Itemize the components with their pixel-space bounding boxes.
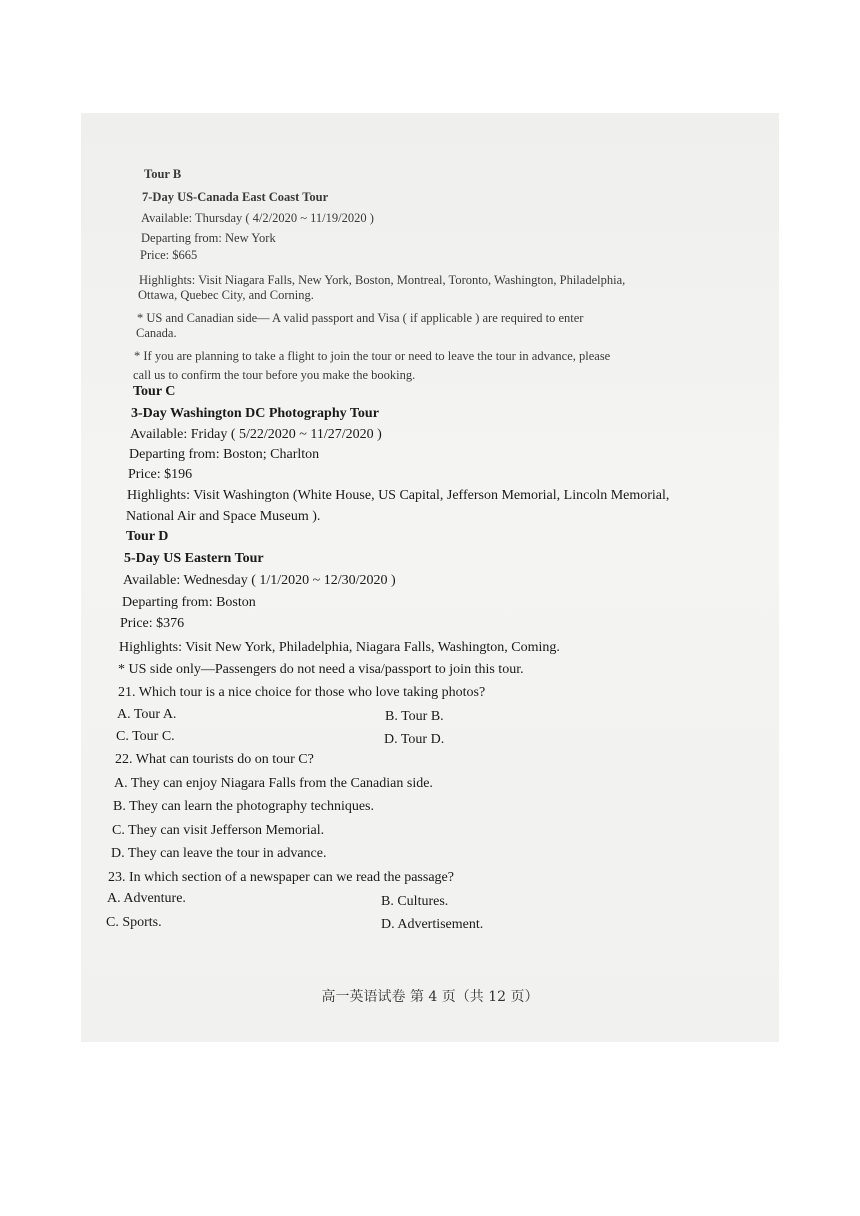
tour-b-price: Price: $665 [140, 248, 198, 262]
tour-d-price: Price: $376 [120, 616, 185, 631]
tour-b-highlights-line2: Ottawa, Quebec City, and Corning. [138, 288, 314, 302]
question-22-option-c: C. They can visit Jefferson Memorial. [112, 823, 325, 838]
question-23-option-a: A. Adventure. [107, 891, 186, 906]
tour-c-available: Available: Friday ( 5/22/2020 ~ 11/27/2020 ) [130, 427, 382, 442]
tour-c-heading: Tour C [133, 384, 176, 399]
tour-b-note1-line2: Canada. [136, 326, 177, 340]
tour-d-available: Available: Wednesday ( 1/1/2020 ~ 12/30/2020 ) [123, 573, 396, 588]
tour-c-title: 3-Day Washington DC Photography Tour [131, 406, 379, 421]
tour-b-available: Available: Thursday ( 4/2/2020 ~ 11/19/2020 ) [141, 211, 374, 225]
question-21-option-c: C. Tour C. [116, 729, 175, 744]
exam-page [81, 113, 779, 1042]
question-23-option-b: B. Cultures. [381, 894, 449, 909]
tour-d-heading: Tour D [126, 529, 169, 544]
tour-b-note1-line1: * US and Canadian side— A valid passport and Visa ( if applicable ) are required to enter [137, 311, 584, 325]
tour-c-highlights-line2: National Air and Space Museum ). [126, 509, 321, 524]
tour-b-note2-line1: * If you are planning to take a flight to join the tour or need to leave the tour in advance, please [134, 349, 611, 363]
question-23-option-c: C. Sports. [106, 915, 162, 930]
tour-d-title: 5-Day US Eastern Tour [124, 551, 264, 566]
tour-d-departing: Departing from: Boston [122, 595, 256, 610]
question-22-stem: 22. What can tourists do on tour C? [115, 752, 314, 767]
tour-c-price: Price: $196 [128, 467, 193, 482]
question-21-option-a: A. Tour A. [117, 707, 177, 722]
question-22-option-b: B. They can learn the photography techniques. [113, 799, 374, 814]
page-footer: 高一英语试卷 第 4 页（共 12 页） [321, 989, 539, 1005]
question-23-option-d: D. Advertisement. [381, 917, 484, 932]
tour-b-highlights-line1: Highlights: Visit Niagara Falls, New York, Boston, Montreal, Toronto, Washington, Philadelphia, [139, 273, 626, 287]
tour-b-title: 7-Day US-Canada East Coast Tour [142, 190, 329, 204]
question-21-option-d: D. Tour D. [384, 732, 445, 747]
tour-b-departing: Departing from: New York [141, 231, 276, 245]
tour-c-departing: Departing from: Boston; Charlton [129, 447, 320, 462]
tour-c-highlights-line1: Highlights: Visit Washington (White House, US Capital, Jefferson Memorial, Lincoln Memorial, [127, 488, 670, 503]
tour-b-heading: Tour B [144, 167, 182, 181]
tour-b-note2-line2: call us to confirm the tour before you make the booking. [133, 368, 416, 382]
question-22-option-d: D. They can leave the tour in advance. [111, 846, 327, 861]
question-22-option-a: A. They can enjoy Niagara Falls from the Canadian side. [114, 776, 433, 791]
question-21-stem: 21. Which tour is a nice choice for those who love taking photos? [118, 685, 486, 700]
question-23-stem: 23. In which section of a newspaper can we read the passage? [108, 870, 454, 885]
tour-d-highlights: Highlights: Visit New York, Philadelphia, Niagara Falls, Washington, Coming. [119, 640, 560, 655]
question-21-option-b: B. Tour B. [385, 709, 444, 724]
tour-d-note: * US side only—Passengers do not need a visa/passport to join this tour. [118, 662, 524, 677]
